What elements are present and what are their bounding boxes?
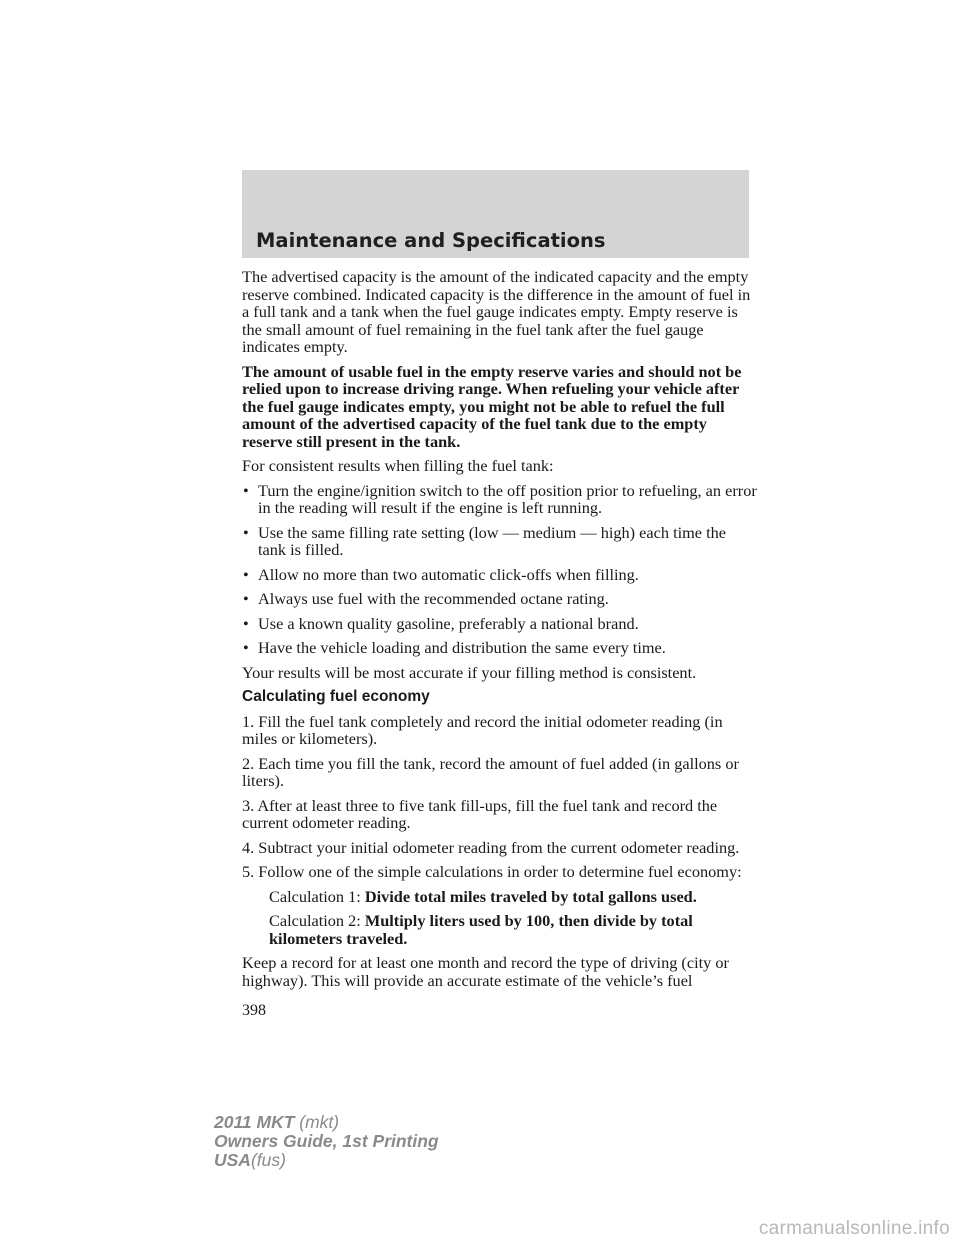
- calculation-1: [242, 888, 757, 906]
- list-item: [242, 524, 757, 559]
- list-item-text: Use the same filling rate setting (low — medium — high) each time the tank is filled.: [258, 522, 726, 559]
- filling-intro: For consistent results when filling the fuel tank:: [242, 456, 554, 475]
- step-2: 2. Each time you fill the tank, record the amount of fuel added (in gallons or liters).: [242, 753, 739, 790]
- section-title: Maintenance and Specifications: [256, 229, 606, 252]
- list-item: [242, 566, 757, 584]
- print-footer: [214, 1113, 439, 1170]
- step-1: 1. Fill the fuel tank completely and record the initial odometer reading (in miles or kilometers).: [242, 711, 723, 748]
- bullet-icon: •: [243, 613, 249, 633]
- calculation-2: [242, 912, 757, 947]
- list-item-text: Have the vehicle loading and distribution the same every time.: [258, 638, 666, 657]
- step-3: 3. After at least three to five tank fill-ups, fill the fuel tank and record the current odometer reading.: [242, 795, 718, 832]
- footer-line-3: [214, 1151, 439, 1170]
- filling-tips-list: [242, 482, 757, 657]
- list-item-text: Use a known quality gasoline, preferably a national brand.: [258, 613, 639, 633]
- results-paragraph: Your results will be most accurate if your filling method is consistent.: [242, 662, 697, 682]
- list-item-text: Always use fuel with the recommended octane rating.: [258, 589, 609, 608]
- footer-model: 2011 MKT: [214, 1112, 295, 1132]
- reserve-warning: The amount of usable fuel in the empty reserve varies and should not be relied upon to increase driving range. When refueling your vehicle after the fuel gauge indicates empty, you might not be able to refuel the full amount of the advertised capacity of the fuel tank due to the empty reserve still present in the tank.: [242, 361, 742, 451]
- step-4: 4. Subtract your initial odometer reading from the current odometer reading.: [242, 837, 740, 857]
- bullet-icon: •: [243, 564, 249, 584]
- calculation-1-label: Calculation 1:: [269, 886, 365, 906]
- bullet-icon: •: [243, 638, 249, 657]
- list-item: [242, 615, 757, 633]
- footer-model-code: (mkt): [299, 1112, 340, 1132]
- page-number: 398: [242, 1002, 266, 1019]
- calculation-1-text: Divide total miles traveled by total gallons used.: [364, 886, 697, 906]
- closing-paragraph: Keep a record for at least one month and record the type of driving (city or highway). This will provide an accurate estimate of the vehicle’s fuel: [242, 953, 729, 990]
- calculating-fuel-economy-heading: Calculating fuel economy: [242, 688, 430, 705]
- footer-line-2: Owners Guide, 1st Printing: [214, 1131, 439, 1151]
- watermark: carmanualsonline.info: [758, 1218, 950, 1239]
- page-content: [242, 268, 757, 996]
- footer-market: USA: [214, 1150, 251, 1170]
- capacity-paragraph: The advertised capacity is the amount of the indicated capacity and the empty reserve combined. Indicated capacity is the difference in the amount of fuel in a full tank and a tank when the fuel gauge indicates empty. Empty reserve is the small amount of fuel remaining in the fuel tank after the fuel gauge indicates empty.: [242, 267, 751, 356]
- bullet-icon: •: [243, 589, 249, 608]
- list-item: [242, 482, 757, 517]
- list-item: [242, 639, 757, 657]
- list-item-text: Allow no more than two automatic click-offs when filling.: [258, 564, 639, 584]
- footer-market-code: (fus): [250, 1150, 286, 1170]
- list-item-text: Turn the engine/ignition switch to the off position prior to refueling, an error in the reading will result if the engine is left running.: [258, 480, 757, 517]
- bullet-icon: •: [243, 480, 249, 500]
- list-item: [242, 590, 757, 608]
- bullet-icon: •: [243, 522, 249, 542]
- calculation-2-text: Multiply liters used by 100, then divide by total kilometers traveled.: [269, 911, 693, 948]
- footer-line-1: [214, 1113, 439, 1132]
- step-5: 5. Follow one of the simple calculations in order to determine fuel economy:: [242, 862, 742, 881]
- calculation-2-label: Calculation 2:: [269, 911, 365, 930]
